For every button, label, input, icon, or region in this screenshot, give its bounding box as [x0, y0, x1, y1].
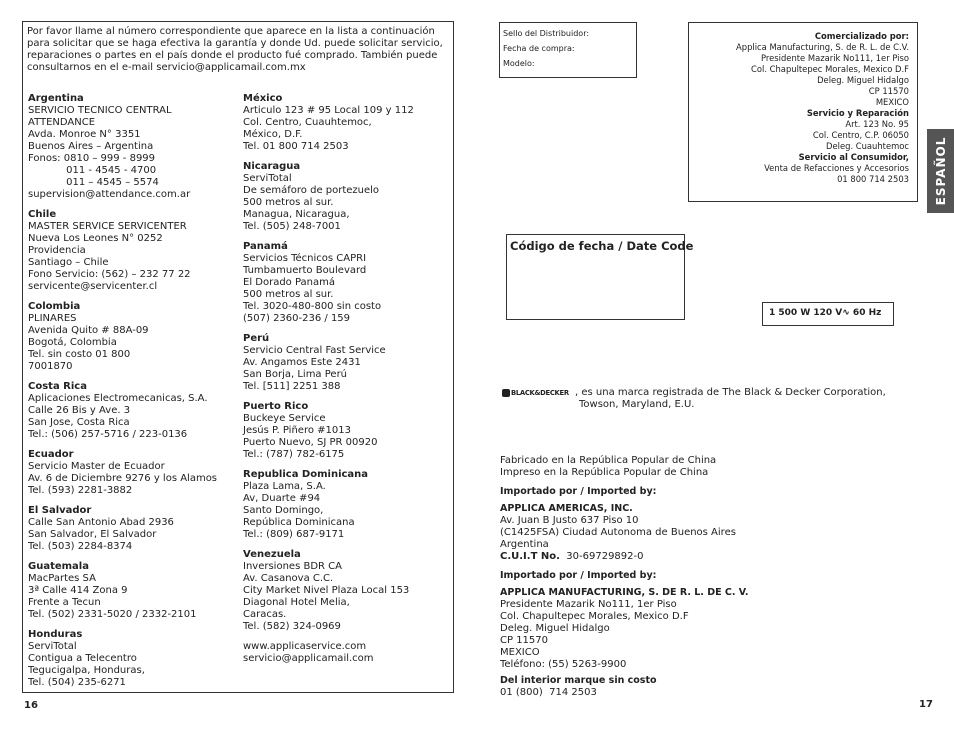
address-line: Diagonal Hotel Melia, [243, 597, 350, 608]
intro-line: Por favor llame al número correspondiente que aparece en la lista a continuación [27, 26, 435, 37]
address-line: Articulo 123 # 95 Local 109 y 112 [243, 105, 414, 116]
importer1-line: (C1425FSA) Ciudad Autonoma de Buenos Aires [500, 527, 736, 538]
address-line: San Jose, Costa Rica [28, 417, 130, 428]
address-line: ServiTotal [28, 641, 77, 652]
address-line: 500 metros al sur. [243, 289, 334, 300]
servicio-title: Servicio y Reparación [806, 108, 909, 118]
country-heading: Venezuela [243, 549, 301, 560]
consumidor-lines [689, 163, 909, 185]
address-line: Servicios Técnicos CAPRI [243, 253, 367, 264]
country-heading: Argentina [28, 93, 84, 104]
importer2-line: Deleg. Miguel Hidalgo [500, 623, 610, 634]
importer2-line: MEXICO [500, 647, 540, 658]
page-number-left: 16 [24, 700, 38, 711]
service-center-entry [243, 93, 448, 153]
consumidor-title: Servicio al Consumidor, [798, 152, 909, 162]
importer2-lines [500, 599, 749, 671]
trademark-line: Towson, Maryland, E.U. [579, 399, 695, 410]
importer1-heading: Importado por / Imported by: [500, 486, 657, 497]
purchase-date-label: Fecha de compra: [503, 44, 575, 53]
address-line: República Dominicana [243, 517, 355, 528]
service-center-entry [243, 401, 448, 461]
address-line: Tegucigalpa, Honduras, [28, 665, 145, 676]
importer2-name: APPLICA MANUFACTURING, S. DE R. L. DE C. V. [500, 587, 749, 598]
address-line: San Borja, Lima Perú [243, 369, 348, 380]
address-line: Tel.: (787) 782-6175 [243, 449, 345, 460]
address-line: Tel.: (506) 257-5716 / 223-0136 [28, 429, 188, 440]
service-center-entry [28, 629, 233, 689]
language-tab-label: ESPAÑOL [933, 136, 948, 206]
address-line: Frente a Tecun [28, 597, 101, 608]
country-heading: Puerto Rico [243, 401, 309, 412]
service-line: Col. Centro, C.P. 06050 [812, 130, 909, 140]
address-line: ATTENDANCE [28, 117, 96, 128]
address-line: Santo Domingo, [243, 505, 324, 516]
address-line: Tel. 01 800 714 2503 [243, 141, 349, 152]
service-centers-column-1 [28, 93, 233, 697]
address-line: Avda. Monroe N° 3351 [28, 129, 141, 140]
date-code-box [506, 234, 694, 320]
commercial-line: Applica Manufacturing, S. de R. L. de C.V. [736, 42, 909, 52]
commercial-line: MEXICO [875, 97, 909, 107]
address-line: MASTER SERVICE SERVICENTER [28, 221, 187, 232]
hexagon-logo-icon [502, 389, 510, 397]
email-link[interactable]: servicio@applicamail.com [243, 653, 374, 664]
address-line: Tel. (502) 2331-5020 / 2332-2101 [28, 609, 197, 620]
interior-heading: Del interior marque sin costo [500, 675, 657, 686]
address-line: Tel.: (809) 687-9171 [243, 529, 345, 540]
importer1-line: Argentina [500, 539, 549, 550]
address-line: Bogotá, Colombia [28, 337, 117, 348]
address-line: Tel. (582) 324-0969 [243, 621, 341, 632]
address-line: 500 metros al sur. [243, 197, 334, 208]
address-line: PLINARES [28, 313, 77, 324]
address-line: supervision@attendance.com.ar [28, 189, 191, 200]
address-line: Calle San Antonio Abad 2936 [28, 517, 174, 528]
address-line: (507) 2360-236 / 159 [243, 313, 351, 324]
address-line: Puerto Nuevo, SJ PR 00920 [243, 437, 378, 448]
country-heading: Republica Dominicana [243, 469, 369, 480]
intro-line: consultarnos en el e-mail servicio@applicamail.com.mx [27, 62, 306, 73]
service-line: Art. 123 No. 95 [845, 119, 909, 129]
service-center-entry [28, 381, 233, 441]
intro-line: reparaciones o partes en el país donde el producto fué comprado. También puede [27, 50, 438, 61]
service-center-entry [28, 449, 233, 497]
commercial-line: CP 11570 [868, 86, 909, 96]
country-heading: Panamá [243, 241, 288, 252]
interior-phone: 01 (800) 714 2503 [500, 687, 597, 698]
commercial-line: Col. Chapultepec Morales, Mexico D.F [751, 64, 909, 74]
address-line: 3ª Calle 414 Zona 9 [28, 585, 128, 596]
website-link[interactable]: www.applicaservice.com [243, 641, 367, 652]
address-line: Servicio Master de Ecuador [28, 461, 165, 472]
address-line: San Salvador, El Salvador [28, 529, 157, 540]
address-line: City Market Nivel Plaza Local 153 [243, 585, 410, 596]
country-heading: Costa Rica [28, 381, 87, 392]
cuit-line [500, 551, 749, 563]
address-line: De semáforo de portezuelo [243, 185, 380, 196]
consumer-line: 01 800 714 2503 [837, 174, 909, 184]
address-line: Calle 26 Bis y Ave. 3 [28, 405, 131, 416]
address-line: ServiTotal [243, 173, 292, 184]
address-line: Tel. [511] 2251 388 [243, 381, 341, 392]
country-heading: Colombia [28, 301, 81, 312]
address-line: Av. 6 de Diciembre 9276 y los Alamos [28, 473, 218, 484]
service-center-entry [28, 93, 233, 201]
country-heading: Perú [243, 333, 270, 344]
country-heading: México [243, 93, 283, 104]
service-centers-column-2 [243, 93, 448, 665]
made-in-line: Fabricado en la República Popular de China [500, 455, 717, 466]
trademark-text [575, 387, 886, 411]
address-line: Plaza Lama, S.A. [243, 481, 326, 492]
address-line: servicente@servicenter.cl [28, 281, 158, 292]
country-heading: Honduras [28, 629, 83, 640]
trademark-line: , es una marca registrada de The Black & Decker Corporation, [575, 387, 886, 398]
address-line: SERVICIO TECNICO CENTRAL [28, 105, 172, 116]
service-center-entry [243, 549, 448, 633]
service-center-entry [243, 241, 448, 325]
rating-box [762, 302, 894, 326]
model-label: Modelo: [503, 59, 535, 68]
address-line: 7001870 [28, 361, 73, 372]
web-contact [243, 641, 448, 665]
address-line: Tumbamuerto Boulevard [243, 265, 367, 276]
consumer-line: Venta de Refacciones y Accesorios [764, 163, 909, 173]
address-line: MacPartes SA [28, 573, 96, 584]
address-line: Tel. sin costo 01 800 [28, 349, 131, 360]
brand-logo-text: BLACK&DECKER [511, 389, 569, 397]
service-center-entry [243, 161, 448, 233]
address-line: El Dorado Panamá [243, 277, 336, 288]
cuit-label: C.U.I.T No. [500, 551, 560, 562]
service-center-entry [28, 505, 233, 553]
country-heading: Chile [28, 209, 57, 220]
language-tab [927, 129, 954, 213]
commercial-info-box [688, 22, 918, 202]
importer2-line: Col. Chapultepec Morales, Mexico D.F [500, 611, 689, 622]
service-center-entry [28, 561, 233, 621]
stamp-label: Sello del Distribuidor: [503, 29, 590, 38]
address-line: Tel. 3020-480-800 sin costo [243, 301, 382, 312]
intro-line: para solicitar que se haga efectiva la garantía y donde Ud. puede solicitar servicio, [27, 38, 443, 49]
address-line: Col. Centro, Cuauhtemoc, [243, 117, 372, 128]
importer2-line: CP 11570 [500, 635, 549, 646]
address-line: Avenida Quito # 88A-09 [28, 325, 149, 336]
address-line: Fono Servicio: (562) – 232 77 22 [28, 269, 191, 280]
service-line: Deleg. Cuauhtemoc [826, 141, 909, 151]
rating-label: 1 500 W 120 V∿ 60 Hz [769, 308, 882, 318]
address-line: México, D.F. [243, 129, 303, 140]
address-line: Tel. (503) 2284-8374 [28, 541, 133, 552]
address-line: Av, Duarte #94 [243, 493, 321, 504]
address-line: Tel. (504) 235-6271 [28, 677, 126, 688]
address-line: Aplicaciones Electromecanicas, S.A. [28, 393, 208, 404]
address-line: Av. Angamos Este 2431 [243, 357, 361, 368]
importer2-line: Teléfono: (55) 5263-9900 [500, 659, 627, 670]
address-line: Managua, Nicaragua, [243, 209, 350, 220]
address-line: Buenos Aires – Argentina [28, 141, 154, 152]
address-line: Jesús P. Piñero #1013 [243, 425, 351, 436]
service-center-entry [28, 209, 233, 293]
importer2-line: Presidente Mazarik No111, 1er Piso [500, 599, 677, 610]
commercial-line: Deleg. Miguel Hidalgo [817, 75, 909, 85]
address-line: 011 – 4545 – 5574 [28, 177, 159, 188]
importer2-heading: Importado por / Imported by: [500, 570, 657, 581]
country-heading: Nicaragua [243, 161, 301, 172]
address-line: Providencia [28, 245, 86, 256]
made-in-line: Impreso en la República Popular de China [500, 467, 709, 478]
importer1-line: Av. Juan B Justo 637 Piso 10 [500, 515, 639, 526]
commercial-line: Presidente Mazarik No111, 1er Piso [760, 53, 909, 63]
page-number-right: 17 [919, 699, 933, 710]
distributor-box [499, 22, 637, 78]
cuit-value: 30-69729892-0 [566, 551, 644, 562]
address-line: Tel. (505) 248-7001 [243, 221, 341, 232]
country-heading: El Salvador [28, 505, 92, 516]
date-code-label: Código de fecha / Date Code [510, 239, 694, 253]
address-line: Av. Casanova C.C. [243, 573, 334, 584]
warranty-intro [27, 26, 443, 74]
address-line: Santiago – Chile [28, 257, 109, 268]
country-heading: Ecuador [28, 449, 74, 460]
address-line: Buckeye Service [243, 413, 326, 424]
service-center-entry [28, 301, 233, 373]
address-line: Tel. (593) 2281-3882 [28, 485, 133, 496]
comercializado-lines [689, 42, 909, 108]
address-line: Inversiones BDR CA [243, 561, 342, 572]
servicio-lines [689, 119, 909, 152]
importer-info [500, 455, 749, 699]
country-heading: Guatemala [28, 561, 89, 572]
comercializado-title: Comercializado por: [814, 31, 909, 41]
address-line: Contigua a Telecentro [28, 653, 137, 664]
importer1-name: APPLICA AMERICAS, INC. [500, 503, 633, 514]
address-line: Servicio Central Fast Service [243, 345, 386, 356]
importer1-lines [500, 515, 749, 551]
address-line: 011 - 4545 - 4700 [28, 165, 157, 176]
address-line: Nueva Los Leones N° 0252 [28, 233, 163, 244]
brand-logo [502, 388, 569, 398]
address-line: Caracas. [243, 609, 287, 620]
service-center-entry [243, 469, 448, 541]
address-line: Fonos: 0810 – 999 - 8999 [28, 153, 156, 164]
service-center-entry [243, 333, 448, 393]
